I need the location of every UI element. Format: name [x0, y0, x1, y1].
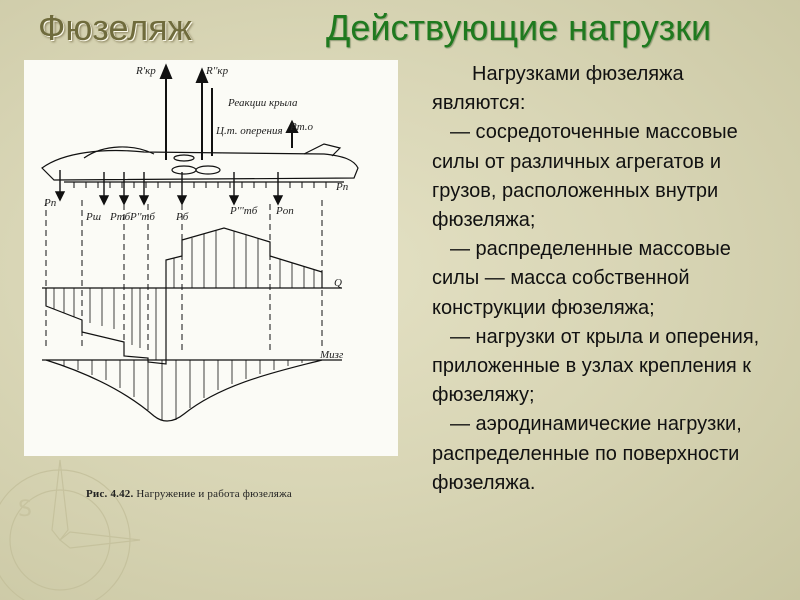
page-title: Фюзеляж [38, 7, 192, 48]
caption-number: Рис. 4.42. [86, 488, 134, 500]
paragraph-wing-tail: — нагрузки от крыла и оперения, приложенные в узлах крепления к фюзеляжу; [432, 325, 760, 407]
paragraph-aero: — аэродинамические нагрузки, распределенные по поверхности фюзеляжа. [432, 413, 742, 494]
body-text [432, 60, 772, 498]
label-p-p-left: Pп [44, 197, 57, 209]
caption-text: Нагружение и работа фюзеляжа [136, 488, 292, 500]
label-m: Mизг [320, 349, 344, 361]
section-title: Действующие нагрузки [326, 7, 712, 48]
label-p-tb3: P'''тб [230, 205, 258, 217]
fuselage-figure [24, 60, 398, 500]
label-tail-cg: Ц.т. оперения [216, 125, 283, 137]
svg-text:S: S [18, 497, 32, 522]
paragraph-distributed: — распределенные массовые силы — масса собственной конструкции фюзеляжа; [432, 238, 731, 319]
label-wing-reactions: Реакции крыла [228, 97, 298, 109]
label-p-sh: Pш [86, 211, 102, 223]
label-p-tb2: P''тб [130, 211, 155, 223]
label-p-to: Pт.о [290, 121, 314, 133]
label-p-p-right: Pп [336, 181, 349, 193]
paragraph-concentrated: — сосредоточенные массовые силы от различных агрегатов и грузов, расположенных внутри фюзеляжа; [432, 121, 738, 232]
label-p-op: Pоп [276, 205, 294, 217]
label-q: Q [334, 277, 342, 289]
label-r-kr2: R''кр [206, 65, 229, 77]
figure-caption [86, 488, 292, 500]
label-p-b: Pб [176, 211, 189, 223]
label-p-tb: Pтб [110, 211, 131, 223]
label-r-kr1: R'кр [136, 65, 156, 77]
paragraph-intro: Нагрузками фюзеляжа являются: [432, 63, 684, 115]
fuselage-diagram [24, 60, 398, 456]
